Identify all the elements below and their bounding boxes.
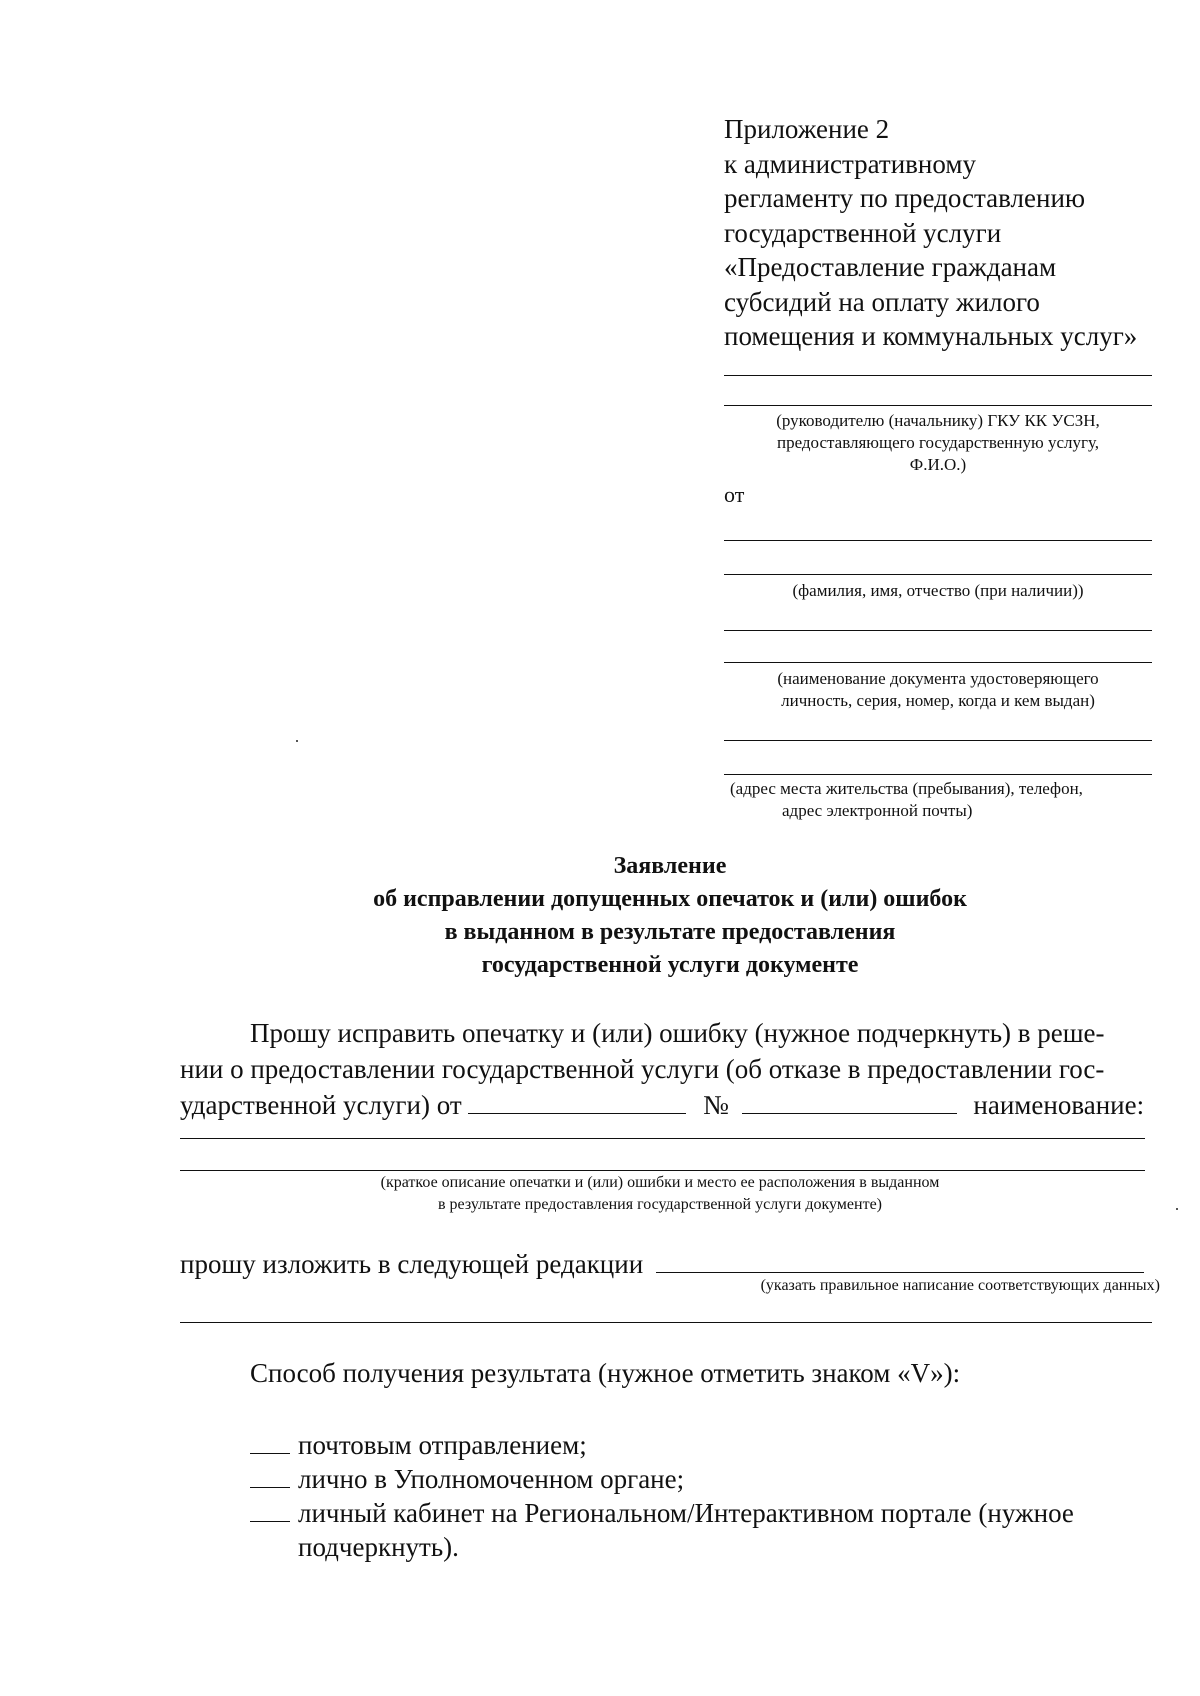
annex-line: субсидий на оплату жилого	[724, 286, 1040, 317]
applicant-line[interactable]	[724, 540, 1152, 541]
request-line: нии о предоставлении государственной услуги (об отказе в предоставлении гос-	[180, 1054, 1105, 1084]
applicant-line[interactable]	[724, 574, 1152, 575]
request-line: ударственной услуги) от № наименование:	[180, 1090, 1145, 1120]
addressee-caption: (руководителю (начальнику) ГКУ КК УСЗН, предоставляющего государственную услугу, Ф.И.О.)	[776, 411, 1100, 474]
redaction-field[interactable]	[656, 1252, 1144, 1273]
request-line: Прошу исправить опечатку и (или) ошибку (нужное подчеркнуть) в реше-	[250, 1018, 1105, 1048]
scan-speck	[1176, 1208, 1178, 1210]
document-line[interactable]	[724, 662, 1152, 663]
document-title: Заявление об исправлении допущенных опечаток и (или) ошибок в выданном в результате предоставления государственной услуги документе	[373, 853, 967, 978]
redaction-label: прошу изложить в следующей редакции	[180, 1249, 644, 1279]
address-caption: (адрес места жительства (пребывания), телефон, адрес электронной почты)	[730, 779, 1083, 820]
address-line[interactable]	[724, 740, 1152, 741]
number-field[interactable]	[742, 1093, 957, 1114]
date-field[interactable]	[468, 1093, 686, 1114]
document-caption: (наименование документа удостоверяющего личность, серия, номер, когда и кем выдан)	[777, 669, 1099, 710]
document-line[interactable]	[724, 630, 1152, 631]
annex-line: Приложение 2	[724, 114, 890, 144]
option-checkbox[interactable]	[250, 1501, 290, 1522]
description-line[interactable]	[180, 1170, 1145, 1171]
addressee-line[interactable]	[724, 375, 1152, 376]
option-portal-continuation: подчеркнуть).	[298, 1532, 459, 1562]
method-heading: Способ получения результата (нужное отметить знаком «V»):	[250, 1358, 961, 1388]
option-portal[interactable]: личный кабинет на Региональном/Интерактивном портале (нужное	[250, 1496, 1074, 1530]
annex-line: помещения и коммунальных услуг»	[724, 321, 1138, 351]
option-checkbox[interactable]	[250, 1467, 290, 1488]
name-caption: (фамилия, имя, отчество (при наличии))	[792, 581, 1084, 600]
annex-line: к административному	[724, 148, 976, 179]
description-line[interactable]	[180, 1138, 1145, 1139]
redaction-line[interactable]	[180, 1322, 1152, 1323]
address-line[interactable]	[724, 774, 1152, 775]
option-mail[interactable]: почтовым отправлением;	[250, 1428, 587, 1462]
annex-line: регламенту по предоставлению	[724, 183, 1086, 213]
redaction-caption: (указать правильное написание соответствующих данных)	[760, 1277, 1160, 1294]
annex-line: государственной услуги	[724, 217, 1002, 248]
option-checkbox[interactable]	[250, 1433, 290, 1454]
description-caption: (краткое описание опечатки и (или) ошибки и место ее расположения в выданном в результате предоставления государственной услуги документе)	[380, 1174, 940, 1213]
scan-speck	[296, 740, 298, 742]
from-label: от	[724, 482, 745, 507]
addressee-line[interactable]	[724, 405, 1152, 406]
annex-block	[724, 112, 1164, 354]
option-in-person[interactable]: лично в Уполномоченном органе;	[250, 1462, 684, 1496]
annex-line: «Предоставление гражданам	[724, 252, 1057, 282]
